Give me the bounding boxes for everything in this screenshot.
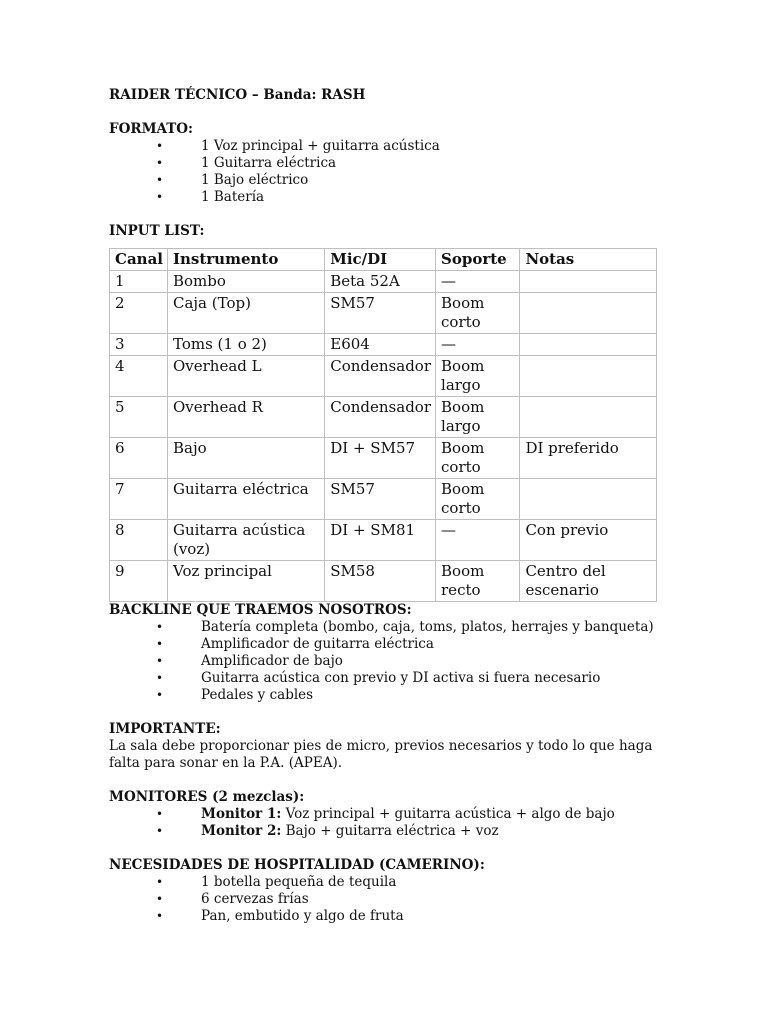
cell-mic-di: SM58 <box>325 561 436 602</box>
backline-list <box>109 619 669 704</box>
cell-canal: 7 <box>110 479 168 520</box>
cell-soporte: Boom recto <box>436 561 520 602</box>
cell-instrumento: Overhead R <box>167 397 324 438</box>
cell-notas <box>520 479 657 520</box>
cell-instrumento: Caja (Top) <box>167 293 324 334</box>
table-row <box>110 438 657 479</box>
table-row <box>110 293 657 334</box>
cell-instrumento: Guitarra eléctrica <box>167 479 324 520</box>
cell-instrumento: Voz principal <box>167 561 324 602</box>
monitor-text: Voz principal + guitarra acústica + algo de bajo <box>281 806 615 822</box>
document-page <box>109 87 669 925</box>
list-item: • 1 Guitarra eléctrica <box>109 155 669 172</box>
list-item: • Pedales y cables <box>109 687 669 704</box>
cell-mic-di: SM57 <box>325 293 436 334</box>
cell-soporte: Boom corto <box>436 479 520 520</box>
cell-canal: 3 <box>110 334 168 356</box>
list-item: • 1 Voz principal + guitarra acústica <box>109 138 669 155</box>
list-item: • 1 Batería <box>109 189 669 206</box>
importante-text: La sala debe proporcionar pies de micro, previos necesarios y todo lo que haga falta para sonar en la P.A. (APEA). <box>109 738 653 771</box>
backline-heading: BACKLINE QUE TRAEMOS NOSOTROS: <box>109 602 412 618</box>
cell-instrumento: Toms (1 o 2) <box>167 334 324 356</box>
table-row <box>110 520 657 561</box>
cell-mic-di: SM57 <box>325 479 436 520</box>
table-row <box>110 356 657 397</box>
table-row <box>110 561 657 602</box>
table-row <box>110 334 657 356</box>
cell-canal: 5 <box>110 397 168 438</box>
table-row <box>110 271 657 293</box>
cell-mic-di: Condensador <box>325 397 436 438</box>
hospitalidad-heading: NECESIDADES DE HOSPITALIDAD (CAMERINO): <box>109 857 485 873</box>
cell-notas <box>520 293 657 334</box>
cell-canal: 1 <box>110 271 168 293</box>
cell-instrumento: Bajo <box>167 438 324 479</box>
list-item: • 1 Bajo eléctrico <box>109 172 669 189</box>
hospitalidad-list <box>109 874 669 925</box>
cell-soporte: Boom largo <box>436 397 520 438</box>
cell-canal: 6 <box>110 438 168 479</box>
column-header-instrumento: Instrumento <box>167 249 324 271</box>
list-item: • Pan, embutido y algo de fruta <box>109 908 669 925</box>
cell-mic-di: DI + SM81 <box>325 520 436 561</box>
cell-soporte: — <box>436 334 520 356</box>
list-item: • Guitarra acústica con previo y DI activa si fuera necesario <box>109 670 669 687</box>
monitores-list <box>109 806 669 840</box>
list-item <box>109 823 669 840</box>
cell-soporte: Boom largo <box>436 356 520 397</box>
list-item: • Batería completa (bombo, caja, toms, platos, herrajes y banqueta) <box>109 619 669 636</box>
cell-instrumento: Overhead L <box>167 356 324 397</box>
cell-soporte: Boom corto <box>436 438 520 479</box>
table-row <box>110 479 657 520</box>
formato-list <box>109 138 669 206</box>
cell-notas <box>520 334 657 356</box>
monitores-heading: MONITORES (2 mezclas): <box>109 789 305 805</box>
cell-instrumento: Guitarra acústica (voz) <box>167 520 324 561</box>
cell-canal: 2 <box>110 293 168 334</box>
table-header-row <box>110 249 657 271</box>
cell-soporte: — <box>436 271 520 293</box>
column-header-soporte: Soporte <box>436 249 520 271</box>
monitor-text: Bajo + guitarra eléctrica + voz <box>281 823 499 839</box>
cell-mic-di: Beta 52A <box>325 271 436 293</box>
list-item: • 6 cervezas frías <box>109 891 669 908</box>
cell-notas: Centro del escenario <box>520 561 657 602</box>
cell-notas: Con previo <box>520 520 657 561</box>
cell-mic-di: DI + SM57 <box>325 438 436 479</box>
list-item: • Amplificador de guitarra eléctrica <box>109 636 669 653</box>
cell-soporte: — <box>436 520 520 561</box>
monitor-label: Monitor 2: <box>201 823 282 839</box>
list-item: • Amplificador de bajo <box>109 653 669 670</box>
formato-heading: FORMATO: <box>109 121 194 137</box>
column-header-mic-di: Mic/DI <box>325 249 436 271</box>
monitor-label: Monitor 1: <box>201 806 282 822</box>
cell-soporte: Boom corto <box>436 293 520 334</box>
cell-mic-di: Condensador <box>325 356 436 397</box>
cell-canal: 9 <box>110 561 168 602</box>
column-header-notas: Notas <box>520 249 657 271</box>
column-header-canal: Canal <box>110 249 168 271</box>
cell-notas: DI preferido <box>520 438 657 479</box>
table-row <box>110 397 657 438</box>
importante-heading: IMPORTANTE: <box>109 721 221 737</box>
document-title: RAIDER TÉCNICO – Banda: RASH <box>109 87 366 103</box>
cell-notas <box>520 356 657 397</box>
cell-instrumento: Bombo <box>167 271 324 293</box>
list-item: • 1 botella pequeña de tequila <box>109 874 669 891</box>
cell-canal: 4 <box>110 356 168 397</box>
list-item <box>109 806 669 823</box>
input-list-table <box>109 248 657 602</box>
cell-canal: 8 <box>110 520 168 561</box>
input-list-heading: INPUT LIST: <box>109 223 205 239</box>
cell-notas <box>520 271 657 293</box>
cell-mic-di: E604 <box>325 334 436 356</box>
cell-notas <box>520 397 657 438</box>
